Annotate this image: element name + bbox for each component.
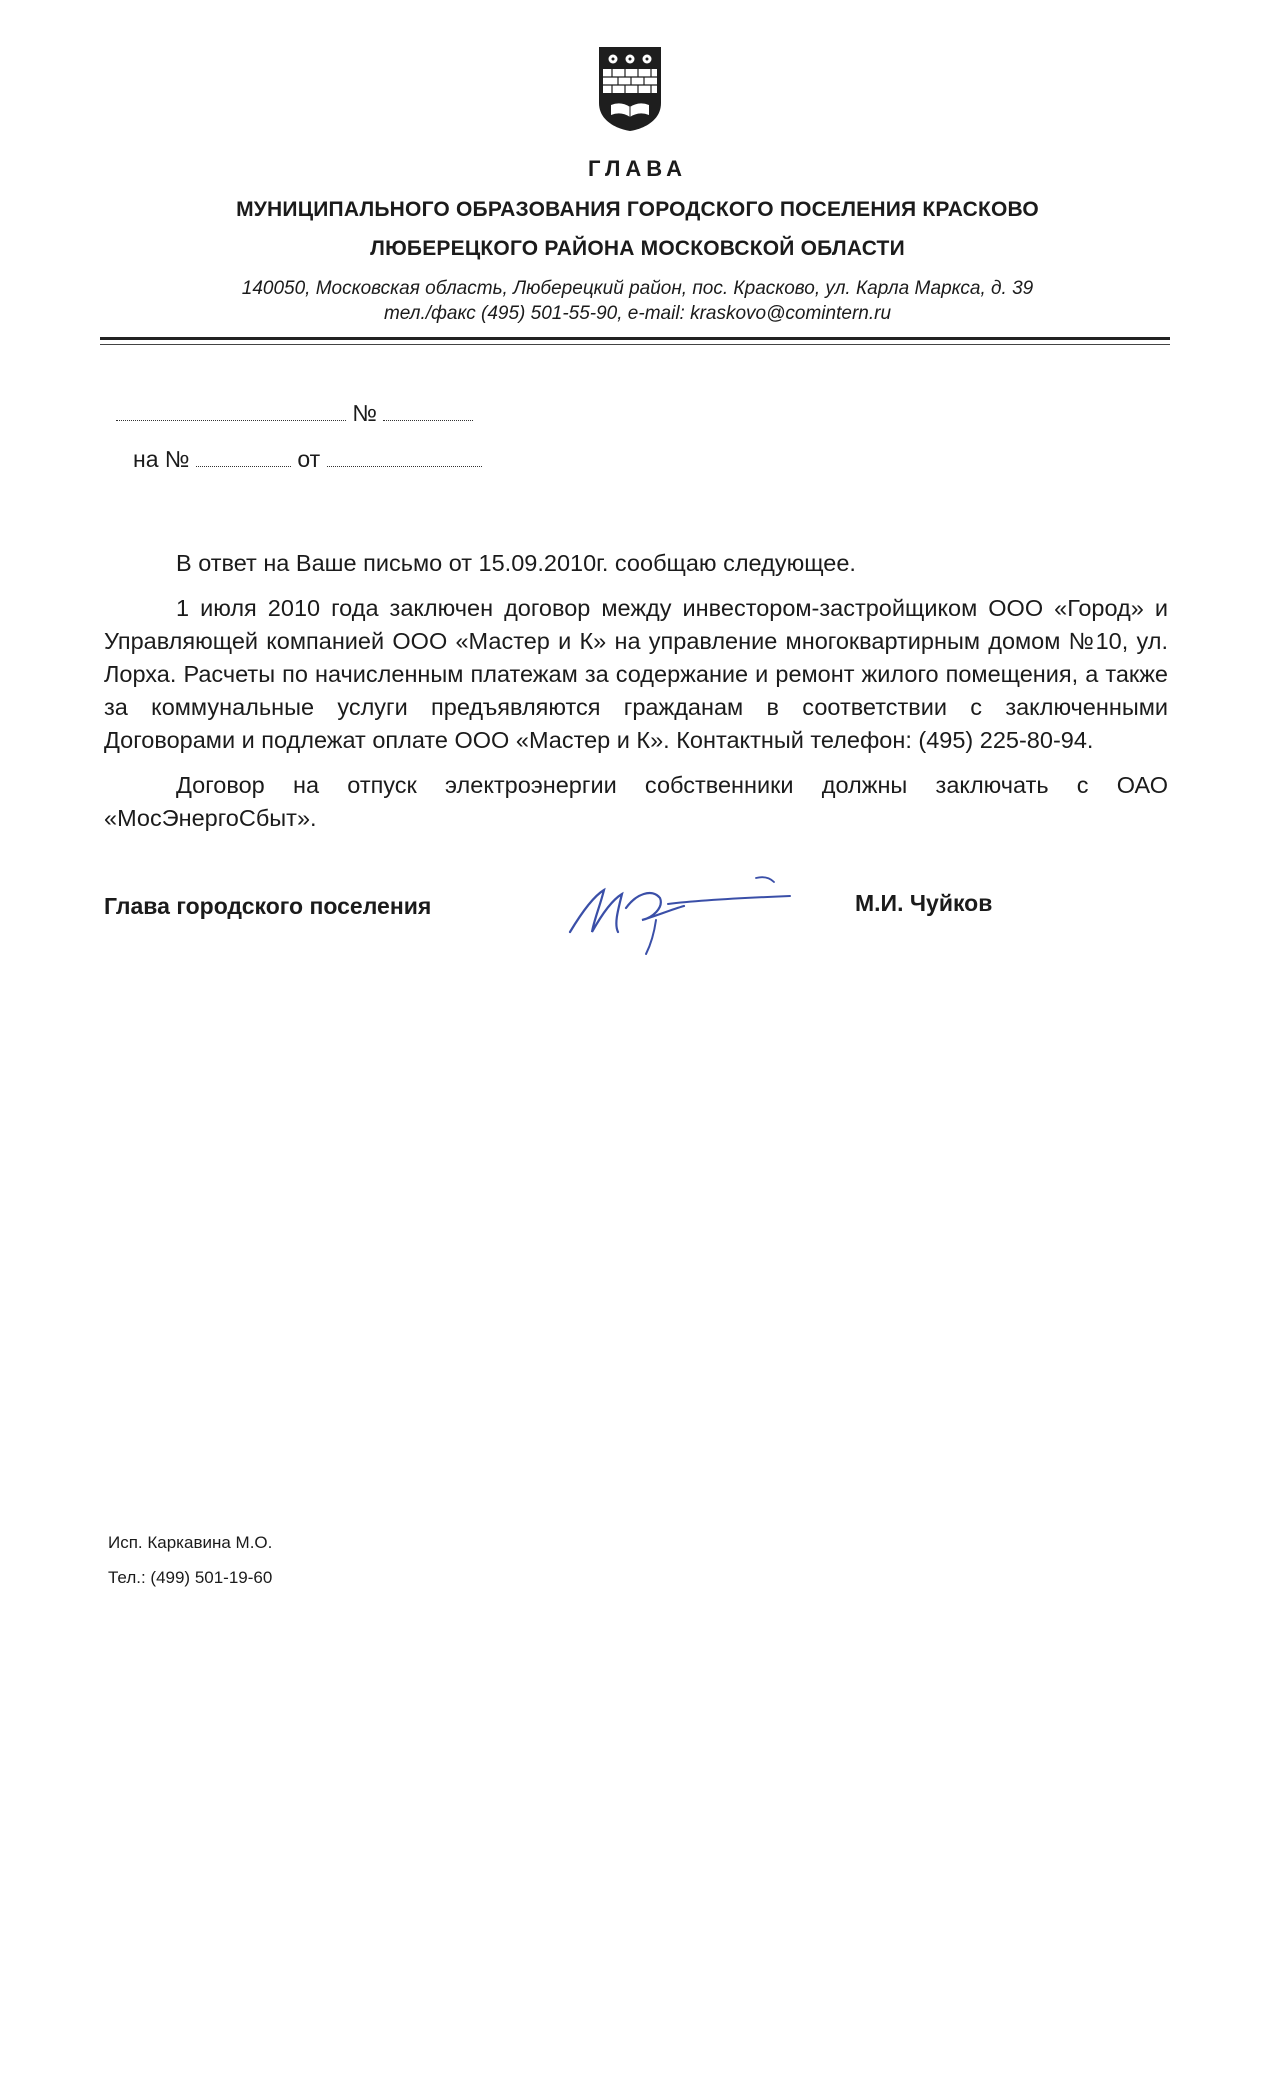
header-divider-thick — [100, 337, 1170, 340]
registration-number-line — [116, 400, 473, 427]
reply-date-label: от — [297, 446, 321, 472]
number-label: № — [352, 400, 378, 426]
organization-name-line1: МУНИЦИПАЛЬНОГО ОБРАЗОВАНИЯ ГОРОДСКОГО ПОСЕЛЕНИЯ КРАСКОВО — [236, 198, 1039, 221]
date-blank — [116, 406, 346, 421]
coat-of-arms-emblem — [597, 45, 663, 133]
body-paragraph-3: Договор на отпуск электроэнергии собственники должны заключать с ОАО «МосЭнергоСбыт». — [104, 772, 1168, 831]
reply-number-blank — [196, 452, 291, 467]
executor-phone: Тел.: (499) 501-19-60 — [108, 1568, 273, 1587]
body-paragraph-2: 1 июля 2010 года заключен договор между инвестором-застройщиком ООО «Город» и Управляющей компанией ООО «Мастер и К» на управление многоквартирным домом №10, ул. Лорха. Расчеты по начисленным платежам за содержание и ремонт жилого помещения, а также за коммунальные услуги предъявляются гражданам в соответствии с заключенными Договорами и подлежат оплате ООО «Мастер и К». Контактный телефон: (495) 225-80-94. — [104, 595, 1168, 753]
body-paragraph-1: В ответ на Ваше письмо от 15.09.2010г. сообщаю следующее. — [176, 550, 856, 576]
organization-contacts: тел./факс (495) 501-55-90, e-mail: kraskovo@comintern.ru — [383, 303, 892, 324]
handwritten-signature — [560, 860, 800, 960]
reply-reference-line — [133, 446, 482, 473]
header-divider-thin — [100, 344, 1170, 345]
executor-name: Исп. Каркавина М.О. — [108, 1533, 273, 1552]
organization-address: 140050, Московская область, Люберецкий район, пос. Красково, ул. Карла Маркса, д. 39 — [241, 278, 1034, 299]
number-blank — [383, 406, 473, 421]
document-title: ГЛАВА — [588, 156, 687, 181]
organization-name-line2: ЛЮБЕРЕЦКОГО РАЙОНА МОСКОВСКОЙ ОБЛАСТИ — [370, 237, 905, 260]
signatory-role: Глава городского поселения — [104, 893, 432, 919]
reply-number-label: на № — [133, 446, 190, 472]
signatory-name: М.И. Чуйков — [855, 890, 993, 916]
reply-date-blank — [327, 452, 482, 467]
letter-body — [104, 547, 1168, 847]
